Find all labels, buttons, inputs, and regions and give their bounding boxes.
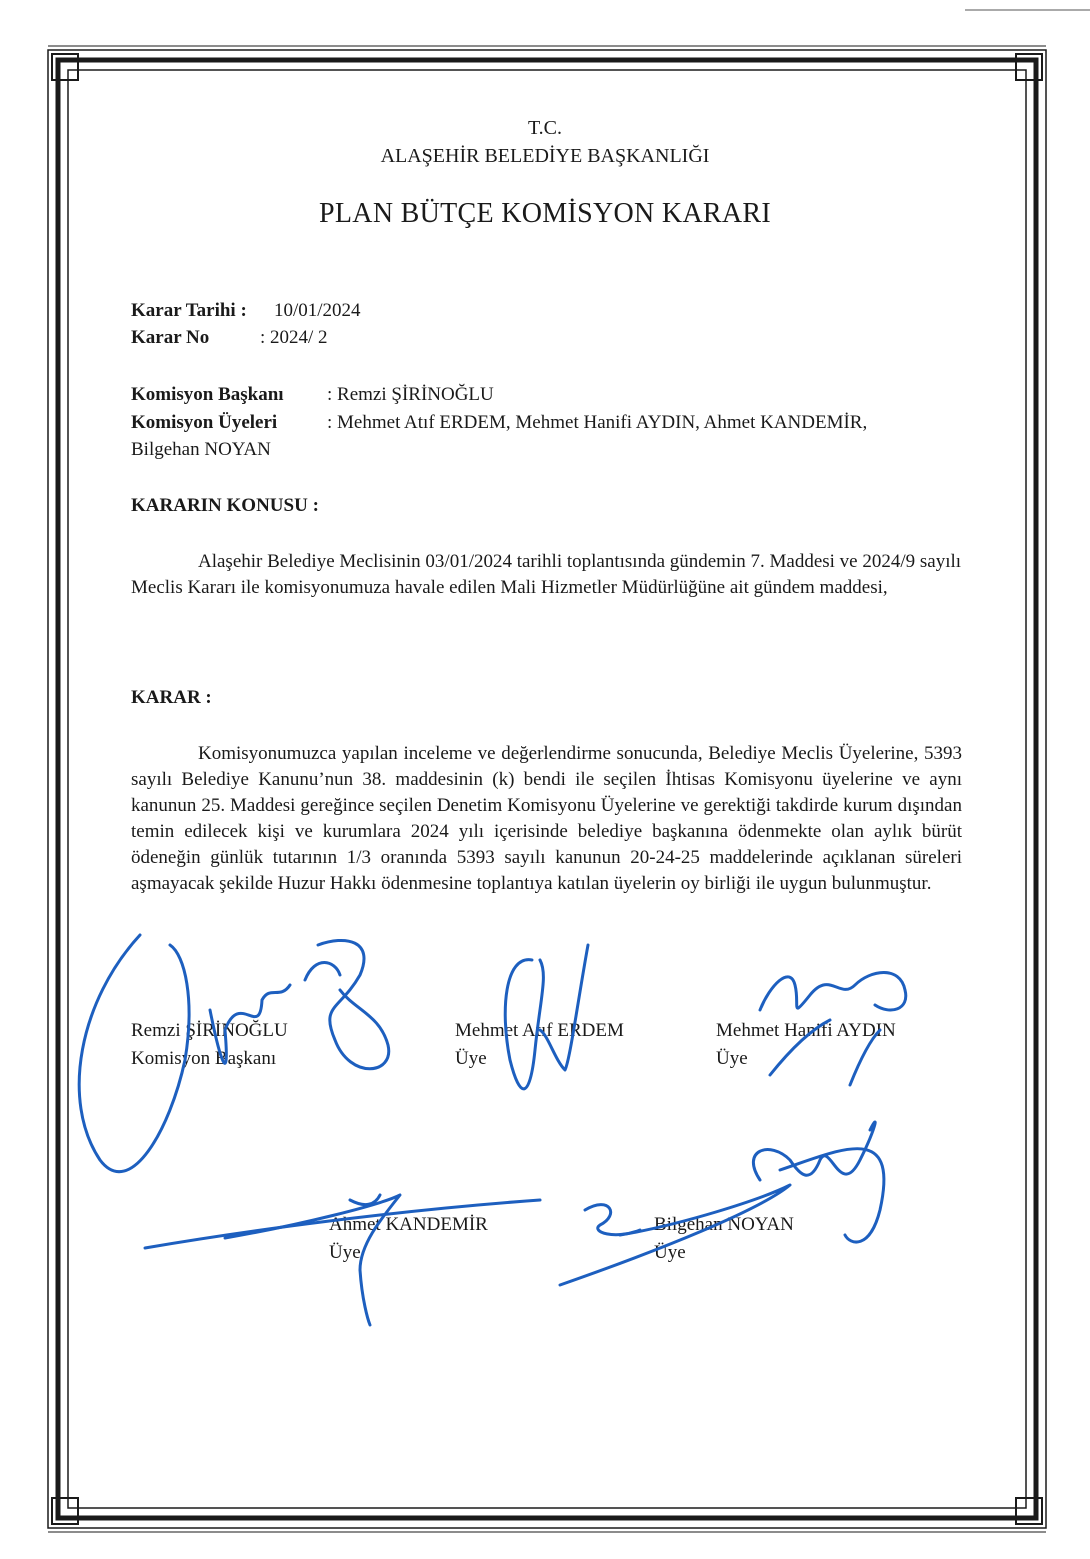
signature-block-member-1: [455, 1017, 624, 1073]
subject-heading: KARARIN KONUSU :: [131, 495, 319, 516]
commission-members-cont: Bilgehan NOYAN: [131, 439, 271, 460]
decision-heading: KARAR :: [131, 687, 212, 708]
signature-role: Üye: [329, 1242, 361, 1263]
subject-paragraph: Alaşehir Belediye Meclisinin 03/01/2024 tarihli toplantısında gündemin 7. Maddesi ve 2024/9 sayılı Meclis Kararı ile komisyonumuza havale edilen Mali Hizmetler Müdürlüğüne ait gündem maddesi,: [131, 551, 962, 598]
decision-no-label: Karar No: [131, 327, 210, 348]
signature-name: Mehmet Hanifi AYDIN: [716, 1020, 896, 1041]
signature-block-member-4: [654, 1211, 794, 1267]
signature-name: Remzi ŞİRİNOĞLU: [131, 1020, 288, 1041]
signature-role: Üye: [455, 1048, 487, 1069]
signature-block-member-3: [329, 1211, 488, 1267]
signature-role: Üye: [654, 1242, 686, 1263]
decision-no-value: : 2024/ 2: [260, 327, 328, 348]
signature-name: Ahmet KANDEMİR: [329, 1214, 488, 1235]
commission-members-value: : Mehmet Atıf ERDEM, Mehmet Hanifi AYDIN, Ahmet KANDEMİR,: [327, 412, 868, 433]
decision-date-value: 10/01/2024: [274, 300, 361, 321]
signature-role: Komisyon Başkanı: [131, 1048, 277, 1069]
header-institution: ALAŞEHİR BELEDİYE BAŞKANLIĞI: [380, 145, 710, 167]
signature-block-chair: [131, 1017, 288, 1073]
commission-chair-value: : Remzi ŞİRİNOĞLU: [327, 384, 494, 405]
commission-chair-label: Komisyon Başkanı: [131, 384, 284, 405]
signature-name: Mehmet Atıf ERDEM: [455, 1020, 624, 1041]
signature-role: Üye: [716, 1048, 748, 1069]
signature-block-member-2: [716, 1017, 896, 1073]
decision-date-label: Karar Tarihi :: [131, 300, 247, 321]
header-line-tc: T.C.: [527, 117, 563, 139]
decision-paragraph: Komisyonumuzca yapılan inceleme ve değerlendirme sonucunda, Belediye Meclis Üyelerine, 5393 sayılı Belediye Kanunu’nun 38. maddesinin (k) bendi ile seçilen İhtisas Komisyonu üyelerine ve aynı kanunun 25. Maddesi gereğince seçilen Denetim Komisyonu Üyelerine ve gerektiği takdirde kurum dışından temin edilecek kişi ve kurumlara 2024 yılı içerisinde belediye başkanına ödenmekte olan aylık bürüt ödeneğin günlük tutarının 1/3 oranında 5393 sayılı kanunun 20-24-25 maddelerinde açıklanan süreleri aşmayacak şekilde Huzur Hakkı ödenmesine toplantıya katılan üyelerin oy birliği ile uygun bulunmuştur.: [131, 743, 962, 894]
document-title: PLAN BÜTÇE KOMİSYON KARARI: [319, 198, 771, 229]
signature-name: Bilgehan NOYAN: [654, 1214, 794, 1235]
commission-members-label: Komisyon Üyeleri: [131, 412, 278, 433]
